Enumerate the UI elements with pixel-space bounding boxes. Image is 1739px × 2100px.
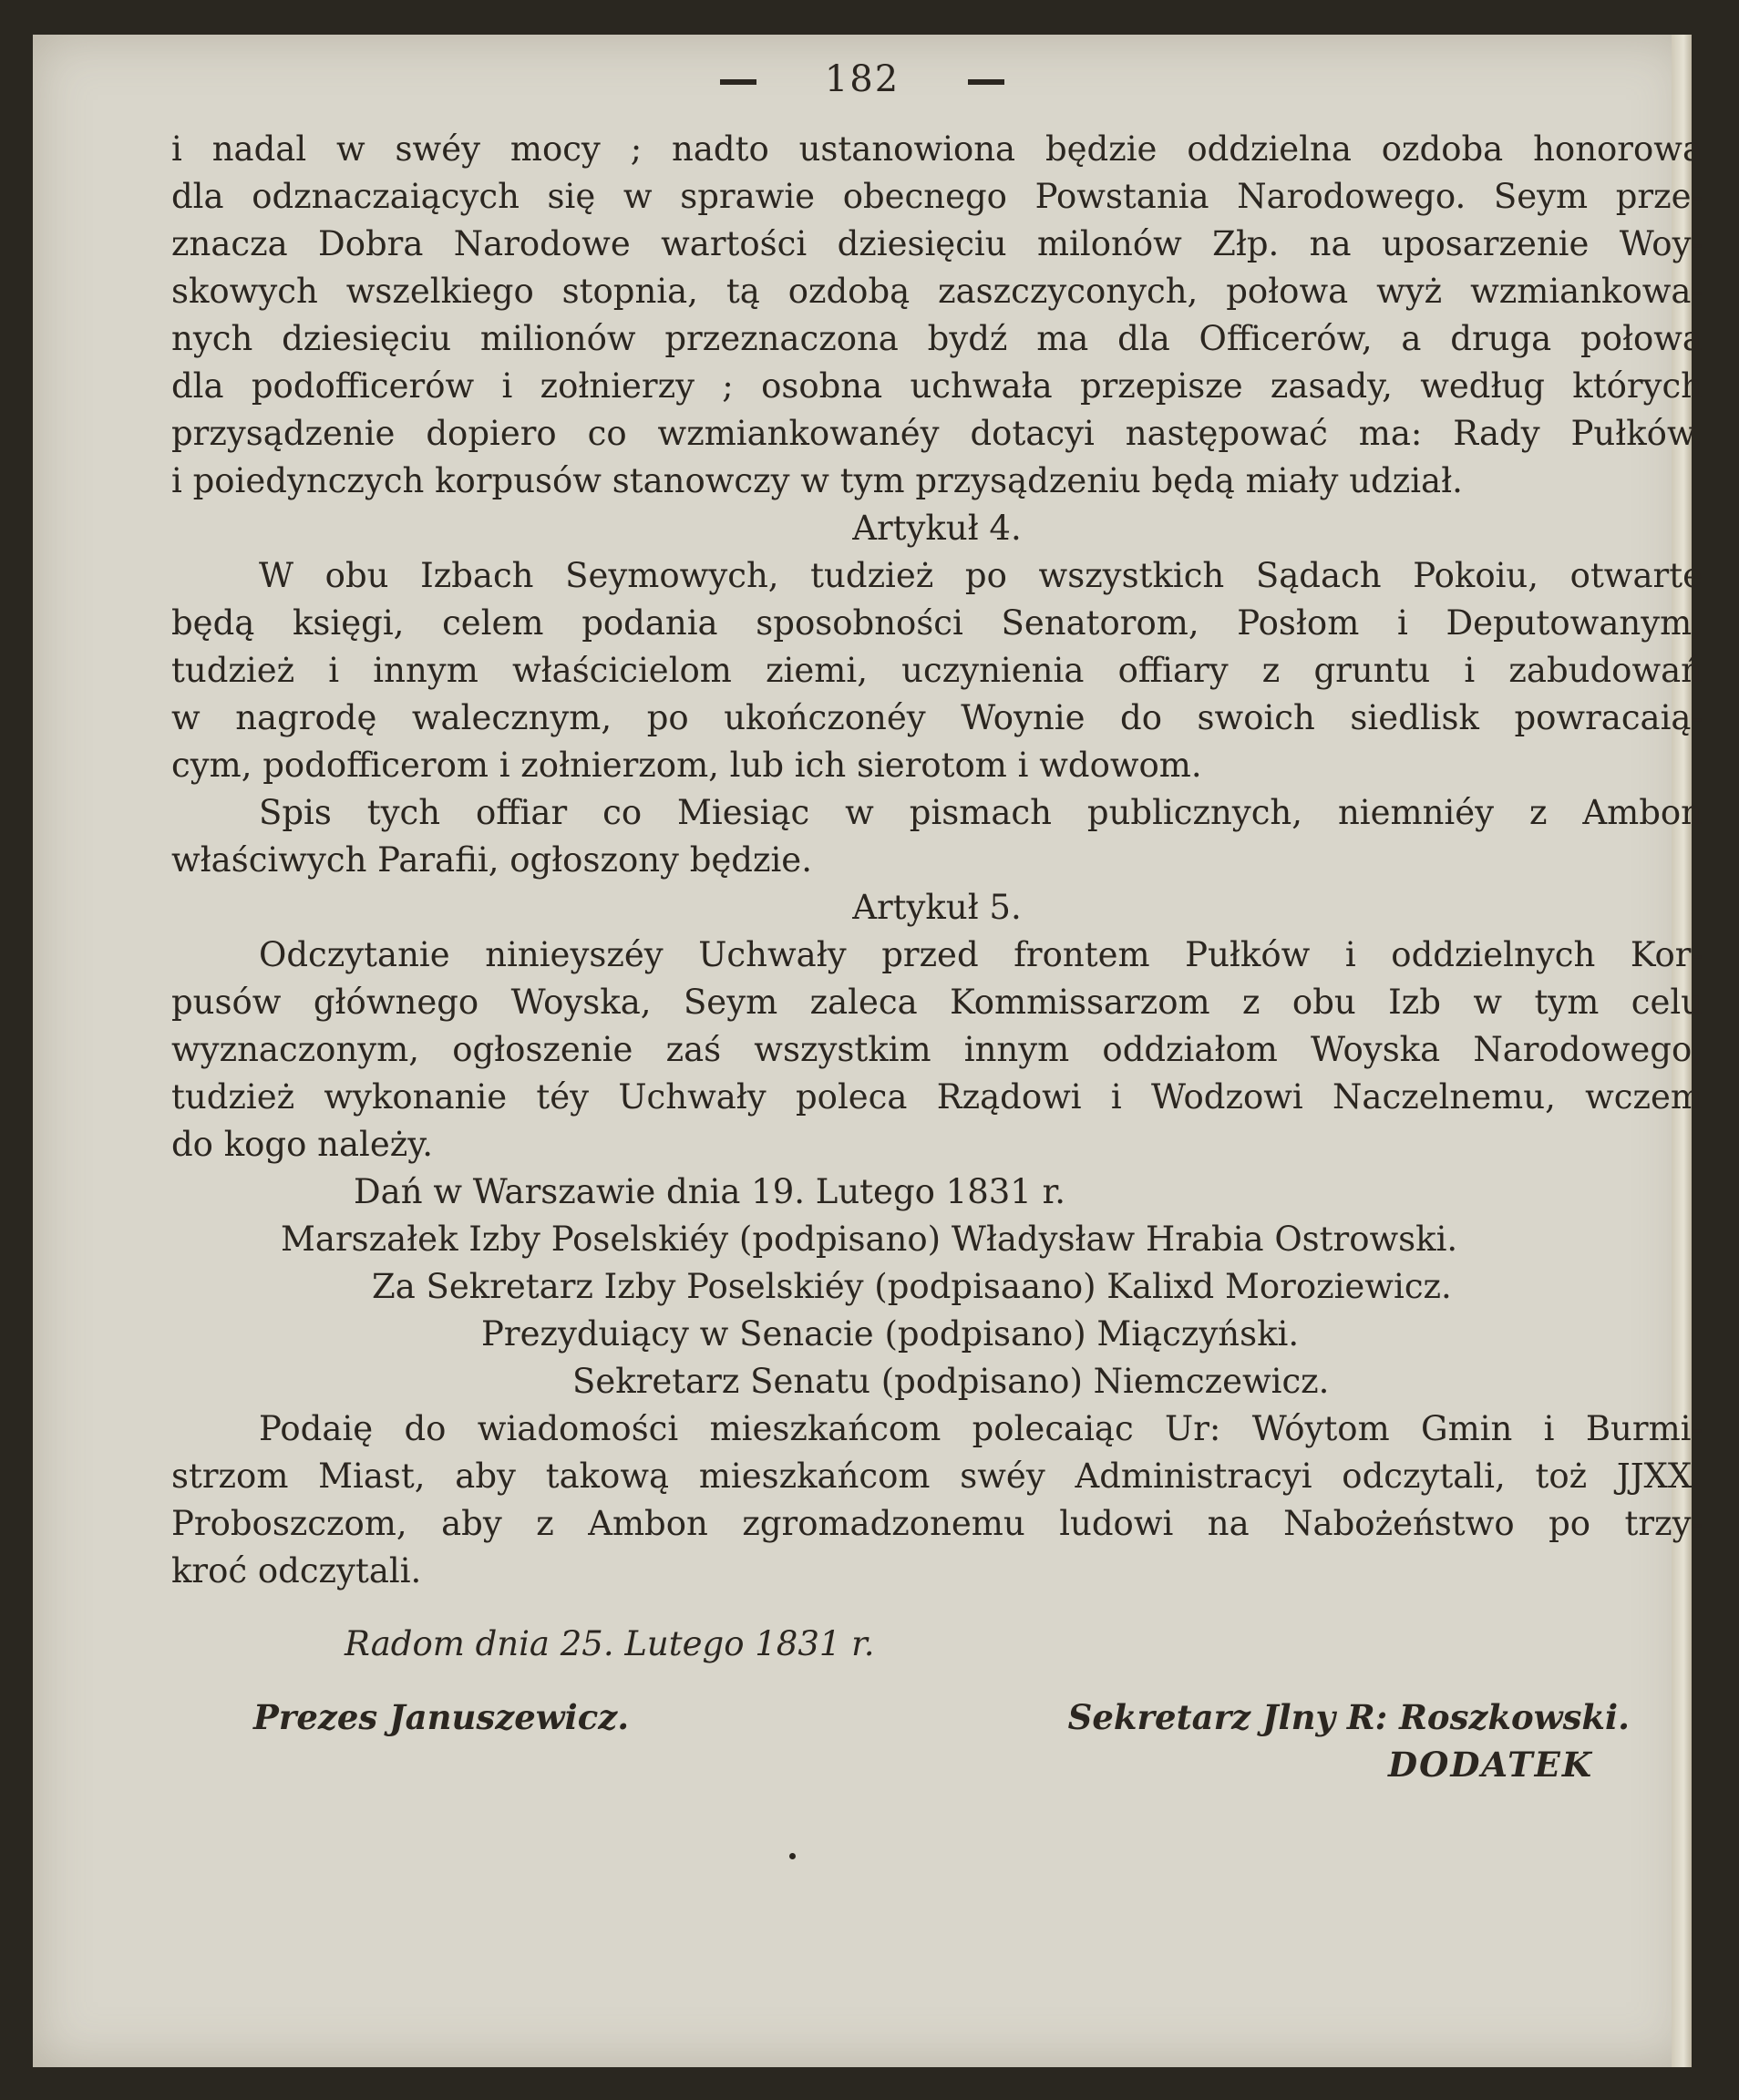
signature-date: Dań w Warszawie dnia 19. Lutego 1831 r. [354,1172,1065,1211]
notice-line: strzom Miast, aby takową mieszkańcom swéy Administracyi odczytali, toż JJXX. [171,1457,1703,1496]
signature-marshal: Marszałek Izby Poselskiéy (podpisano) Władysław Hrabia Ostrowski. [281,1220,1458,1259]
article-5-line: wyznaczonym, ogłoszenie zaś wszystkim innym oddziałom Woyska Narodowego, [171,1030,1703,1069]
header-dash-left [720,79,756,85]
body-line: i poiedynczych korpusów stanowczy w tym przysądzeniu będą miały udział. [171,461,1463,500]
article-5-line: tudzież wykonanie téy Uchwały poleca Rządowi i Wodzowi Naczelnemu, wczem [171,1077,1703,1117]
document-body [171,126,1703,1788]
article-4-line: w nagrodę walecznym, po ukończonéy Woynie do swoich siedlisk powracaią- [171,698,1703,737]
article-5-line: do kogo należy. [171,1125,434,1164]
signature-senate-secretary: Sekretarz Senatu (podpisano) Niemczewicz. [572,1362,1330,1401]
catchword: DODATEK [1388,1745,1593,1785]
article-5-heading: Artykuł 5. [852,888,1022,927]
closing-signatures [171,1693,1630,1741]
article-4-line: Spis tych offiar co Miesiąc w pismach publicznych, niemniéy z Ambon [259,793,1703,832]
closing-place-date: Radom dnia 25. Lutego 1831 r. [345,1624,875,1663]
body-line: i nadal w swéy mocy ; nadto ustanowiona będzie oddzielna ozdoba honorowa [171,129,1703,169]
body-line: skowych wszelkiego stopnia, tą ozdobą zaszczyconych, połowa wyż wzmiankowa- [171,272,1703,311]
article-4-line: W obu Izbach Seymowych, tudzież po wszystkich Sądach Pokoiu, otwarte [259,556,1703,595]
closing-secretary: Sekretarz Jlny R: Roszkowski. [1067,1697,1630,1737]
body-line: dla odznaczaiących się w sprawie obecnego Powstania Narodowego. Seym prze- [171,177,1703,216]
article-4-line: będą księgi, celem podania sposobności Senatorom, Posłom i Deputowanym, [171,603,1703,643]
body-line: przysądzenie dopiero co wzmiankowanéy dotacyi następować ma: Rady Pułków, [171,414,1703,453]
article-4-line: cym, podofficerom i zołnierzom, lub ich sierotom i wdowom. [171,746,1202,785]
notice-line: kroć odczytali. [171,1551,422,1590]
article-4-heading: Artykuł 4. [852,509,1022,548]
document-page [33,35,1703,2067]
body-line: nych dziesięciu milionów przeznaczona bydź ma dla Officerów, a druga połowa [171,319,1703,358]
notice-line: Proboszczom, aby z Ambon zgromadzonemu ludowi na Nabożeństwo po trzy- [171,1504,1703,1543]
notice-line: Podaię do wiadomości mieszkańcom polecaiąc Ur: Wóytom Gmin i Burmi- [259,1409,1703,1448]
signature-house-secretary: Za Sekretarz Izby Poselskiéy (podpisaano) Kalixd Moroziewicz. [372,1267,1452,1306]
body-line: dla podofficerów i zołnierzy ; osobna uchwała przepisze zasady, według których [171,366,1703,406]
header-dash-right [968,79,1004,85]
page-number: 182 [824,58,900,100]
ink-dot [789,1853,796,1859]
article-4-line: właściwych Parafii, ogłoszony będzie. [171,840,812,880]
closing-president: Prezes Januszewicz. [253,1697,630,1737]
article-5-line: Odczytanie ninieyszéy Uchwały przed frontem Pułków i oddzielnych Kor- [259,935,1703,974]
body-line: znacza Dobra Narodowe wartości dziesięciu milonów Złp. na uposarzenie Woy- [171,224,1703,263]
page-header [33,58,1692,100]
article-5-line: pusów głównego Woyska, Seym zaleca Kommissarzom z obu Izb w tym celu [171,983,1703,1022]
article-4-line: tudzież i innym właścicielom ziemi, uczynienia offiary z gruntu i zabudowań [171,651,1703,690]
signature-senate-president: Prezyduiący w Senacie (podpisano) Miączyński. [481,1314,1300,1354]
